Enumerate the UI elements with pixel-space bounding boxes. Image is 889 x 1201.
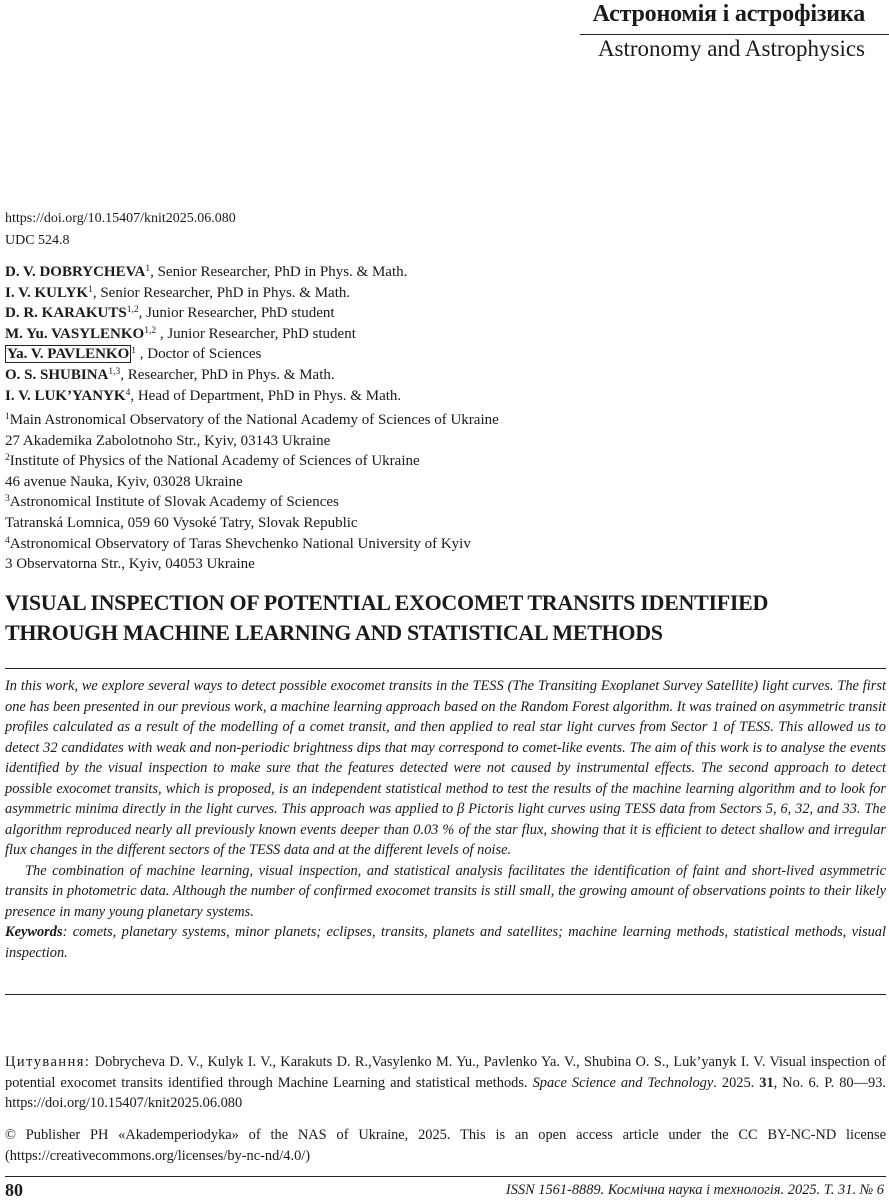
affiliation-address: 27 Akademika Zabolotnoho Str., Kyiv, 03143 Ukraine [5,432,331,449]
author-name: Ya. V. PAVLENKO [7,346,130,363]
keywords-text: : comets, planetary systems, minor planets; eclipses, transits, planets and satellites; machine learning methods, statistical methods, visual inspection. [5,924,886,961]
affiliation-name [5,451,499,472]
citation-year: . 2025. [713,1074,760,1091]
page-number: 80 [5,1180,23,1200]
section-title-uk: Астрономія і астрофізика [592,1,865,27]
affiliation-name [5,410,499,431]
affiliation-address: 3 Observatorna Str., Kyiv, 04053 Ukraine [5,556,255,573]
citation-text: Dobrycheva D. V., Kulyk I. V., Karakuts D. R.,Vasylenko M. Yu., Pavlenko Ya. V., Shubina O. S., Luk’yanyk I. V. Visual inspection of potential exocomet transits identified through Machine Learning and statistical methods. [5,1054,886,1091]
author-affiliation-ref: 1,2 [126,305,139,316]
citation-label: Цитування: [5,1054,91,1070]
abstract-bottom-divider [5,994,886,995]
author-role: , Junior Researcher, PhD student [138,305,335,322]
keywords-label: Keywords [5,924,63,940]
author-affiliation-ref: 1 [131,346,137,357]
author-name: O. S. SHUBINA [5,366,109,383]
author-line [5,324,407,345]
affiliation-text: Institute of Physics of the National Academy of Sciences of Ukraine [9,453,420,470]
author-line [5,365,407,386]
author-list [5,262,407,406]
affiliation-list [5,410,499,575]
paper-title [5,588,875,648]
author-line [5,262,407,283]
author-affiliation-ref: 4 [125,387,131,398]
affiliation-number: 4 [5,535,10,546]
author-line [5,386,407,407]
affiliation-number: 3 [5,494,10,505]
affiliation-address: Tatranská Lomnica, 059 60 Vysoké Tatry, Slovak Republic [5,514,358,531]
udc-code: UDC 524.8 [5,233,70,248]
author-role: , Senior Researcher, PhD in Phys. & Math. [150,264,408,280]
author-line [5,303,407,324]
journal-footer: ISSN 1561-8889. Космічна наука і технологія. 2025. Т. 31. № 6 [505,1182,884,1198]
affiliation-text: Main Astronomical Observatory of the National Academy of Sciences of Ukraine [9,412,499,428]
author-name: I. V. LUK’YANYK [5,387,126,404]
author-affiliation-ref: 1,3 [108,366,121,377]
citation [5,1052,886,1114]
author-name: D. R. KARAKUTS [5,305,127,322]
author-role: , Head of Department, PhD in Phys. & Math. [130,387,402,404]
keywords [5,922,886,963]
affiliation-number: 2 [5,453,10,464]
author-name: D. V. DOBRYCHEVA [5,264,146,280]
affiliation-number: 1 [5,412,10,422]
abstract [5,676,886,963]
author-affiliation-ref: 1,2 [144,325,157,336]
affiliation-name [5,534,499,555]
author-role: , Doctor of Sciences [136,346,262,363]
title-line: VISUAL INSPECTION OF POTENTIAL EXOCOMET TRANSITS IDENTIFIED [5,590,769,615]
abstract-paragraph: The combination of machine learning, visual inspection, and statistical analysis facilitates the identification of faint and short-lived asymmetric transits in photometric data. Although the number of confirmed exocomet transits is still small, the growing amount of observations points to their likely presence in many young planetary systems. [5,862,886,920]
author-line [5,283,407,304]
footer-divider [5,1176,886,1177]
affiliation-address: 46 avenue Nauka, Kyiv, 03028 Ukraine [5,473,243,490]
affiliation-text: Astronomical Institute of Slovak Academy of Sciences [9,494,339,511]
doi-link[interactable]: https://doi.org/10.15407/knit2025.06.080 [5,211,236,226]
author-name: I. V. KULYK [5,284,89,301]
author-name: M. Yu. VASYLENKO [5,325,145,342]
affiliation-name [5,492,499,513]
section-divider [580,34,889,35]
abstract-paragraph: In this work, we explore several ways to detect possible exocomet transits in the TESS (The Transiting Exoplanet Survey Satellite) light curves. The first one has been presented in our previous work, a machine learning approach based on the Random Forest algorithm. It was trained on asymmetric transit profiles calculated as a result of the modelling of a comet transit, and then applied to real star light curves from Sector 1 of TESS. This allowed us to detect 32 candidates with weak and non-periodic brightness dips that may correspond to comet-like events. The aim of this work is to analyse the events identified by the visual inspection to make sure that the features detected were not caused by instrumental effects. The second approach to detect possible exocomet transits, which is proposed, is an independent statistical method to test the results of the machine learning algorithm and to look for asymmetric minima directly in the light curves. This approach was applied to β Pictoris light curves using TESS data from Sectors 5, 6, 32, and 33. The algorithm reproduced nearly all previously known events deeper than 0.03 % of the star flux, showing that it is efficient to detect shallow and irregular flux changes in the different sectors of the TESS data and at the different levels of noise. [5,678,886,858]
title-line: THROUGH MACHINE LEARNING AND STATISTICAL METHODS [5,620,663,645]
author-affiliation-ref: 1 [88,284,93,295]
author-role: , Senior Researcher, PhD in Phys. & Math. [92,284,351,301]
citation-journal: Space Science and Technology [532,1074,714,1091]
citation-rest: , No. 6. P. 80—93. https://doi.org/10.15407/knit2025.06.080 [5,1074,887,1111]
license-notice: © Publisher PH «Akademperiodyka» of the NAS of Ukraine, 2025. This is an open access article under the CC BY-NC-ND license (https://creativecommons.org/licenses/by-nc-nd/4.0/) [5,1127,886,1164]
author-line [5,344,407,365]
abstract-top-divider [5,668,886,669]
author-affiliation-ref: 1 [145,264,151,274]
citation-volume: 31 [759,1074,774,1091]
section-title-en: Astronomy and Astrophysics [597,36,865,61]
author-role: , Junior Researcher, PhD student [156,325,356,342]
affiliation-text: Astronomical Observatory of Taras Shevchenko National University of Kyiv [9,535,471,552]
author-role: , Researcher, PhD in Phys. & Math. [120,366,335,383]
